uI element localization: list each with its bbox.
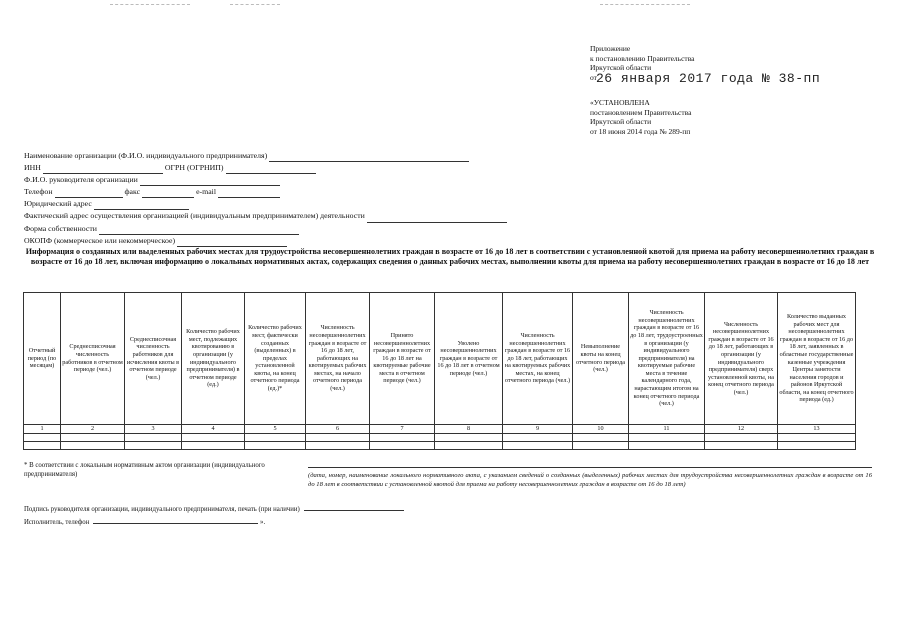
table-cell[interactable] [705, 442, 778, 450]
actual-address-label: Фактический адрес осуществления организацией (индивидуальным предпринимателем) деятельности [24, 211, 365, 221]
table-cell[interactable] [245, 442, 306, 450]
appendix-line: Приложение [590, 44, 631, 53]
actual-address-field[interactable] [24, 210, 509, 222]
column-number: 6 [306, 425, 370, 434]
column-header: Численность несовершеннолетних граждан в возрасте от 16 до 18 лет, работающих в организации (у индивидуального предпринимателя) сверх установленной квоты, на конец отчетного периода (чел.) [705, 293, 778, 425]
column-number: 7 [370, 425, 435, 434]
column-number: 1 [24, 425, 61, 434]
signature-label: Подпись руководителя организации, индивидуального предпринимателя, печать (при наличии) [24, 506, 300, 513]
table-row[interactable] [24, 442, 856, 450]
ownership-field[interactable] [24, 223, 509, 235]
okopf-line[interactable] [177, 239, 287, 247]
column-number: 11 [629, 425, 705, 434]
appendix-line: от [590, 72, 597, 82]
footnote-line: предпринимателя) [24, 470, 78, 478]
inn-label: ИНН [24, 163, 41, 173]
signature-field[interactable] [24, 504, 406, 513]
column-number: 9 [503, 425, 573, 434]
appendix-line: Иркутской области [590, 63, 652, 72]
column-header: Количество рабочих мест, фактически созданных (выделенных) в пределах установленной квоты, на конец отчетного периода (ед.)* [245, 293, 306, 425]
column-header: Численность несовершеннолетних граждан в возрасте от 16 до 18 лет, работающих на квотируемых рабочих местах, на конец отчетного периода (чел.) [503, 293, 573, 425]
column-header: Среднесписочная численность работников для исчисления квоты в отчетном периоде (чел.) [125, 293, 182, 425]
inn-line[interactable] [43, 166, 163, 174]
approved-line: «УСТАНОВЛЕНА [590, 98, 650, 107]
okopf-field[interactable] [24, 235, 509, 247]
signature-line[interactable] [304, 504, 404, 511]
approved-block [590, 98, 691, 136]
phone-field[interactable] [24, 186, 509, 198]
column-header: Принято несовершеннолетних граждан в возрасте от 16 до 18 лет на квотируемые рабочие места в отчетном периоде (чел.) [370, 293, 435, 425]
approved-line: Иркутской области [590, 117, 652, 126]
table-cell[interactable] [24, 442, 61, 450]
table-cell[interactable] [778, 434, 856, 442]
table-cell[interactable] [705, 434, 778, 442]
phone-line[interactable] [55, 190, 123, 198]
column-number: 3 [125, 425, 182, 434]
footnote [24, 462, 265, 479]
column-number: 8 [435, 425, 503, 434]
scan-artifact [110, 4, 190, 6]
footnote-line: * В соответствии с локальным нормативным актом организации (индивидуального [24, 462, 265, 469]
column-header: Численность несовершеннолетних граждан в возрасте от 16 до 18 лет, трудоустроенных в организации (у индивидуального предпринимателя) на квотируемые рабочие места в течение календарного года, нарастающим итогом на конец отчетного периода (чел.) [629, 293, 705, 425]
column-number: 4 [182, 425, 245, 434]
table-cell[interactable] [61, 434, 125, 442]
inn-ogrn-field[interactable] [24, 162, 509, 174]
column-number: 5 [245, 425, 306, 434]
actual-address-line[interactable] [367, 215, 507, 223]
executor-label: Исполнитель, телефон [24, 519, 90, 526]
legal-address-line[interactable] [94, 202, 189, 210]
table-cell[interactable] [370, 442, 435, 450]
executor-line[interactable] [93, 517, 258, 524]
ogrn-line[interactable] [226, 166, 316, 174]
org-name-field[interactable] [24, 150, 509, 162]
column-number: 2 [61, 425, 125, 434]
ownership-line[interactable] [99, 227, 299, 235]
legal-address-label: Юридический адрес [24, 199, 92, 209]
scan-artifact [600, 4, 690, 6]
ogrn-label: ОГРН (ОГРНИП) [164, 163, 224, 173]
head-field[interactable] [24, 174, 509, 186]
table-cell[interactable] [370, 434, 435, 442]
table-cell[interactable] [778, 442, 856, 450]
table-cell[interactable] [245, 434, 306, 442]
table-cell[interactable] [573, 442, 629, 450]
column-header: Количество выданных рабочих мест для несовершеннолетних граждан в возрасте от 16 до 18 лет, заявленных в областные государственные казенные учреждения Центры занятости населения городов и районов Иркутской области, на конец отчетного периода (ед.) [778, 293, 856, 425]
table-cell[interactable] [629, 442, 705, 450]
head-line[interactable] [140, 178, 280, 186]
table-cell[interactable] [573, 434, 629, 442]
table-cell[interactable] [629, 434, 705, 442]
column-number: 10 [573, 425, 629, 434]
column-header: Количество рабочих мест, подлежащих квотированию в организации (у индивидуального предпринимателя) в отчетном периоде (ед.) [182, 293, 245, 425]
table-cell[interactable] [61, 442, 125, 450]
phone-label: Телефон [24, 187, 53, 197]
table-cell[interactable] [435, 442, 503, 450]
table-cell[interactable] [24, 434, 61, 442]
executor-field[interactable] [24, 517, 265, 526]
column-number-row [24, 425, 856, 434]
footnote-explanation: (дата, номер, наименование локального нормативного акта, с указанием сведений о созданных (выделенных) рабочих местах для трудоустройства несовершеннолетних граждан в возрасте от 16 до 18 лет в соответствии с установленной квотой для приема на работу несовершеннолетних граждан в возрасте от 16 до 18 лет) [308, 472, 872, 488]
column-header: Численность несовершеннолетних граждан в возрасте от 16 до 18 лет, работающих на квотируемых рабочих местах, на начало отчетного периода (чел.) [306, 293, 370, 425]
table-row[interactable] [24, 434, 856, 442]
column-header: Отчетный период (по месяцам) [24, 293, 61, 425]
table-cell[interactable] [503, 442, 573, 450]
approved-line: от 18 июня 2014 года № 289-пп [590, 126, 691, 136]
table-cell[interactable] [503, 434, 573, 442]
org-name-label: Наименование организации (Ф.И.О. индивидуального предпринимателя) [24, 151, 268, 160]
approved-line: постановлением Правительства [590, 107, 692, 117]
email-line[interactable] [218, 190, 280, 198]
head-label: Ф.И.О. руководителя организации [24, 175, 138, 185]
column-number: 12 [705, 425, 778, 434]
org-name-line[interactable] [269, 154, 469, 162]
column-number: 13 [778, 425, 856, 434]
fax-label: факс [124, 187, 141, 197]
legal-address-field[interactable] [24, 198, 509, 210]
fax-line[interactable] [142, 190, 194, 198]
appendix-line: к постановлению Правительства [590, 53, 695, 63]
report-title: Информация о созданных или выделенных рабочих местах для трудоустройства несовершеннолетних граждан в возрасте от 16 до 18 лет в соответствии с установленной квотой для приема на работу несовершеннолетних граждан в возрасте от 16 до 18 лет, включая информацию о локальных нормативных актах, содержащих сведения о данных рабочих местах, выполнении квоты для приема на работу несовершеннолетних граждан в возрасте от 16 до 18 лет [25, 247, 875, 266]
column-header: Невыполнение квоты на конец отчетного периода (чел.) [573, 293, 629, 425]
scan-artifact [230, 4, 280, 6]
table-cell[interactable] [306, 442, 370, 450]
column-header: Среднесписочная численность работников в отчетном периоде (чел.) [61, 293, 125, 425]
email-label: e-mail [196, 187, 216, 197]
decree-stamp: 26 января 2017 года № 38-пп [596, 71, 821, 86]
table-cell[interactable] [125, 434, 182, 442]
table-cell[interactable] [182, 434, 245, 442]
table-cell[interactable] [306, 434, 370, 442]
column-header: Уволено несовершеннолетних граждан в возрасте от 16 до 18 лет в отчетном периоде (чел.) [435, 293, 503, 425]
footnote-underline[interactable] [308, 467, 872, 468]
report-table [23, 292, 856, 450]
ownership-label: Форма собственности [24, 223, 97, 233]
table-cell[interactable] [125, 442, 182, 450]
org-fields [24, 150, 509, 247]
table-cell[interactable] [435, 434, 503, 442]
okopf-label: ОКОПФ (коммерческое или некоммерческое) [24, 235, 176, 245]
executor-end: ». [260, 519, 266, 526]
table-header-row [24, 293, 856, 425]
table-cell[interactable] [182, 442, 245, 450]
